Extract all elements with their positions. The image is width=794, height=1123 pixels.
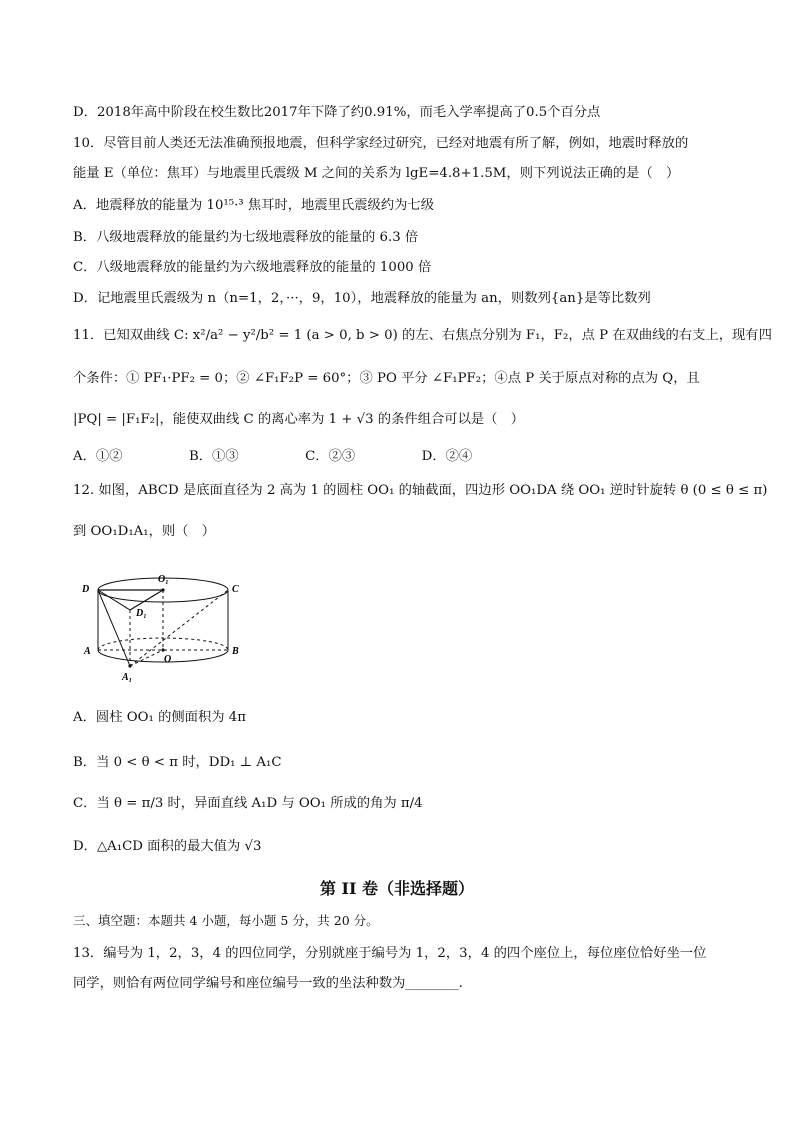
segment-o1d1 — [130, 590, 163, 610]
question-11-options: A．①② B．①③ C．②③ D．②④ — [73, 449, 473, 464]
question-13-line-1: 13．编号为 1，2，3，4 的四位同学，分别就座于编号为 1，2，3，4 的四个座位上，每位座位恰好坐一位 — [73, 946, 707, 961]
question-10-line-2: 能量 E（单位：焦耳）与地震里氏震级 M 之间的关系为 lgE=4.8+1.5M，则下列说法正确的是（ ） — [73, 166, 680, 181]
question-12-line-2: 到 OO₁D₁A₁，则（ ） — [73, 524, 216, 539]
question-11-line-1: 11．已知双曲线 C: x²/a² − y²/b² = 1 (a > 0, b > 0) 的左、右焦点分别为 F₁，F₂，点 P 在双曲线的右支上，现有四 — [73, 328, 772, 343]
question-11-line-2: 个条件：① PF₁·PF₂ = 0；② ∠F₁F₂P = 60°；③ PO 平分 ∠F₁PF₂；④点 P 关于原点对称的点为 Q，且 — [73, 371, 700, 386]
question-12-line-1: 12. 如图，ABCD 是底面直径为 2 高为 1 的圆柱 OO₁ 的轴截面，四边形 OO₁DA 绕 OO₁ 逆时针旋转 θ (0 ≤ θ ≤ π) — [73, 483, 768, 498]
cylinder-figure — [78, 570, 248, 685]
section-title: 第 II 卷（非选择题） — [319, 879, 475, 898]
point-a1 — [128, 664, 131, 667]
option-12b: B．当 0 < θ < π 时，DD₁ ⊥ A₁C — [73, 755, 282, 770]
option-10b: B．八级地震释放的能量约为七级地震释放的能量的 6.3 倍 — [73, 230, 419, 245]
option-9d: D．2018年高中阶段在校生数比2017年下降了约0.91%，而毛入学率提高了0.5个百分点 — [73, 105, 601, 120]
segment-a1o — [130, 650, 163, 666]
label-d1: D₁ — [136, 608, 147, 619]
option-10d: D．记地震里氏震级为 n（n=1，2，···，9，10），地震释放的能量为 an，则数列{an}是等比数列 — [73, 291, 651, 306]
question-10-line-1: 10．尽管目前人类还无法准确预报地震，但科学家经过研究，已经对地震有所了解，例如，地震时释放的 — [73, 136, 689, 151]
option-10a: A．地震释放的能量为 10¹⁵·³ 焦耳时，地震里氏震级约为七级 — [73, 198, 435, 213]
bottom-front-arc — [98, 650, 228, 662]
question-13-line-2: 同学，则恰有两位同学编号和座位编号一致的坐法种数为________. — [73, 976, 463, 991]
label-o1: O₁ — [158, 574, 169, 585]
section-3-heading: 三、填空题：本题共 4 小题，每小题 5 分，共 20 分。 — [73, 913, 379, 928]
option-12a: A．圆柱 OO₁ 的侧面积为 4π — [73, 710, 246, 725]
point-o — [161, 648, 164, 651]
question-11-line-3: |PQ| = |F₁F₂|，能使双曲线 C 的离心率为 1 + √3 的条件组合可以是（ ） — [73, 412, 525, 427]
option-10c: C．八级地震释放的能量约为六级地震释放的能量的 1000 倍 — [73, 260, 432, 275]
label-c: C — [232, 584, 239, 595]
option-12d: D．△A₁CD 面积的最大值为 √3 — [73, 839, 262, 854]
label-o: O — [164, 654, 172, 665]
point-o1 — [161, 588, 164, 591]
label-b: B — [232, 646, 239, 657]
label-a1: A₁ — [122, 672, 133, 683]
label-a: A — [84, 646, 91, 657]
label-d: D — [82, 584, 90, 595]
option-12c: C．当 θ = π/3 时，异面直线 A₁D 与 OO₁ 所成的角为 π/4 — [73, 796, 423, 811]
